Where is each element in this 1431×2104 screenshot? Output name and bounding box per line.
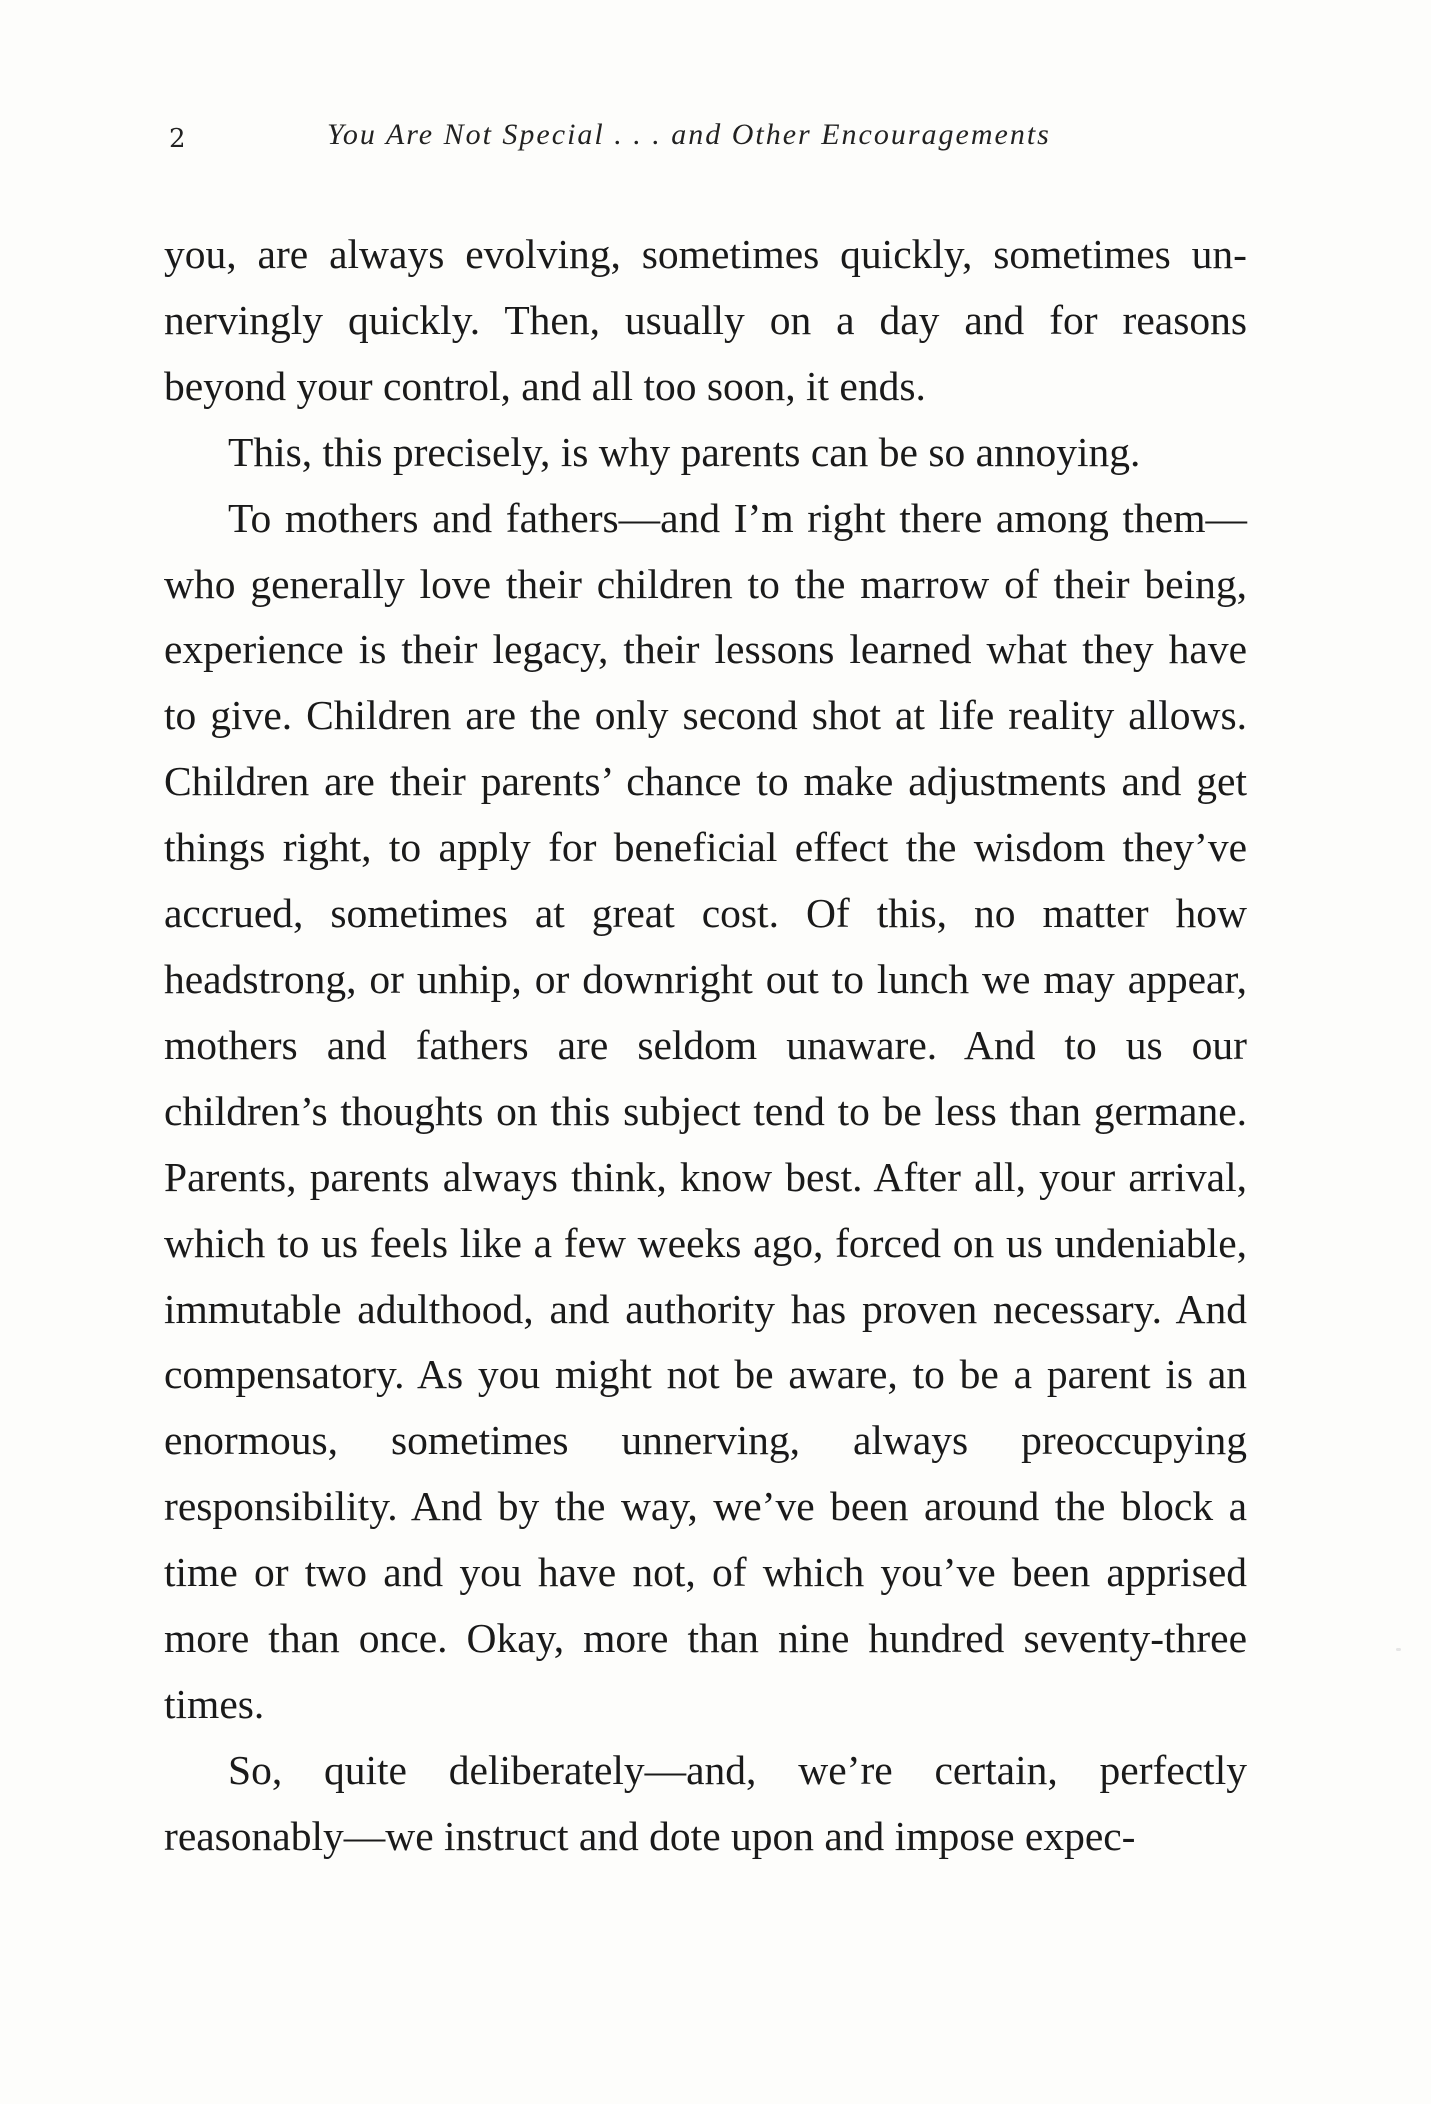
paper-speck: [1396, 1648, 1401, 1651]
paragraph: So, quite deliberately—and, we’re certain, perfectly reasonably—we instruct and dote upon and impose expec-: [164, 1746, 1247, 1859]
paragraph: To mothers and fathers—and I’m right there among them—who generally love their children to the marrow of their being, experience is their legacy, their lessons learned what they have to give. Children are the only second shot at life reality allows. Children are their parents’ chance to make adjustments and get things right, to apply for beneficial effect the wisdom they’ve accrued, sometimes at great cost. Of this, no matter how headstrong, or unhip, or downright out to lunch we may appear, mothers and fathers are seldom unaware. And to us our children’s thoughts on this subject tend to be less than germane. Parents, parents always think, know best. After all, your arrival, which to us feels like a few weeks ago, forced on us undeniable, immutable adulthood, and authority has proven necessary. And compensatory. As you might not be aware, to be a parent is an enormous, sometimes unnerving, always preoccupying responsibility. And by the way, we’ve been around the block a time or two and you have not, of which you’ve been apprised more than once. Okay, more than nine hundred seventy-three times.: [164, 494, 1247, 1727]
paragraph-continued: you, are always evolving, sometimes quickly, sometimes unnervingly quickly. Then, usually on a day and for reasons beyond your control, and all too soon, it ends.: [164, 231, 1247, 409]
paragraph: This, this precisely, is why parents can be so annoying.: [228, 428, 1141, 475]
body-text: [164, 222, 1247, 1870]
page-number: 2: [169, 124, 187, 154]
book-title: You Are Not Special . . . and Other Encouragements: [327, 118, 1051, 151]
running-head: [163, 112, 1253, 162]
